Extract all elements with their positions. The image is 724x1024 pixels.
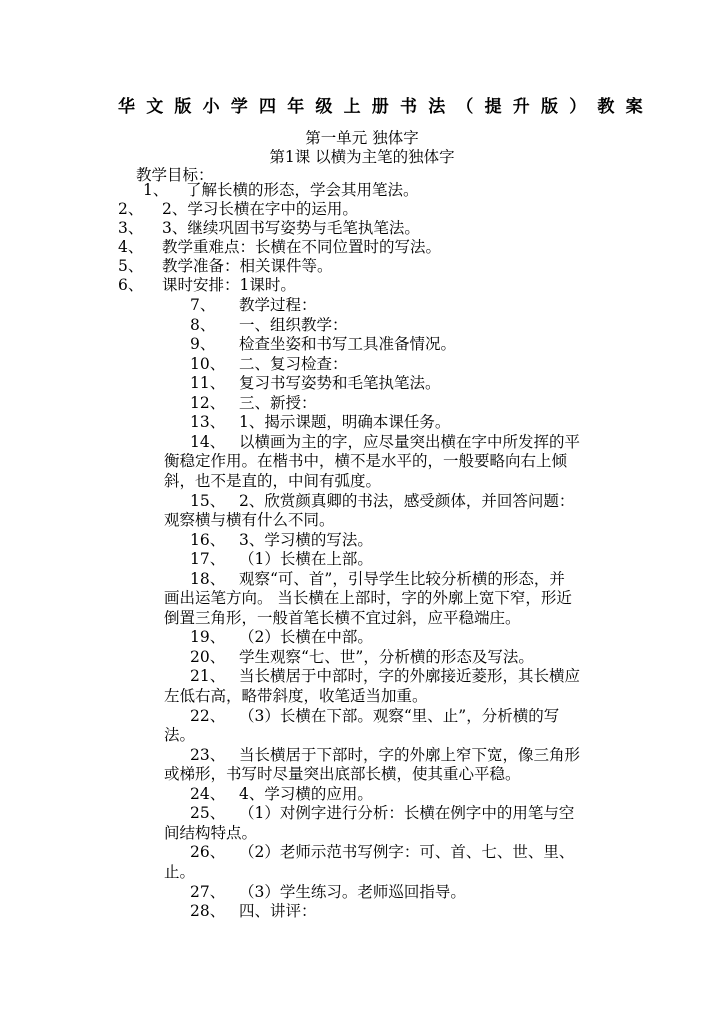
list-item-number: 14、 [190, 432, 226, 451]
list-item-number: 17、 [190, 550, 226, 569]
list-item-number: 2、 [118, 200, 144, 218]
list-item-number: 5、 [118, 257, 144, 275]
goals-heading: 教学目标： [136, 166, 214, 184]
list-item-number: 12、 [190, 393, 226, 412]
list-item-continuation: 斜，也不是直的，中间有弧度。 [164, 471, 382, 490]
list-item-text: 以横画为主的字，应尽量突出横在字中所发挥的平 [239, 432, 581, 451]
list-item-number: 3、 [118, 219, 144, 237]
list-item-continuation: 观察横与横有什么不同。 [164, 511, 335, 530]
list-item-number: 27、 [190, 882, 226, 901]
list-item-number: 13、 [190, 413, 226, 432]
unit-heading: 第一单元 独体字 [305, 129, 419, 147]
list-item-continuation: 止。 [164, 862, 196, 881]
list-item-text: 了解长横的形态，学会其用笔法。 [186, 181, 419, 199]
list-item-number: 20、 [190, 647, 226, 666]
list-item-text: 当长横居于下部时，字的外廓上窄下宽，像三角形 [239, 745, 581, 764]
list-item-number: 28、 [190, 902, 226, 921]
list-item-number: 11、 [190, 374, 226, 393]
list-item-number: 7、 [190, 296, 216, 314]
list-item-text: 2、欣赏颜真卿的书法，感受颜体，并回答问题： [239, 491, 575, 510]
list-item-text: 观察“可、首”，引导学生比较分析横的形态，并 [239, 569, 565, 588]
list-item-text: 复习书写姿势和毛笔执笔法。 [239, 374, 441, 393]
list-item-number: 9、 [190, 335, 216, 354]
document-title: 华文版小学四年级上册书法（提升版）教案 [118, 97, 654, 117]
list-item-text: （1）对例字进行分析：长横在例字中的用笔与空 [239, 804, 575, 823]
list-item-number: 8、 [190, 315, 216, 334]
list-item-number: 15、 [190, 491, 226, 510]
list-item-text: 教学过程： [239, 296, 317, 314]
list-item-number: 26、 [190, 843, 226, 862]
list-item-text: 课时安排：1课时。 [162, 276, 296, 294]
list-item-continuation: 法。 [164, 726, 196, 745]
list-item-number: 6、 [118, 276, 144, 294]
list-item-continuation: 倒置三角形，一般首笔长横不宜过斜，应平稳端庄。 [164, 608, 521, 627]
list-item-number: 18、 [190, 569, 226, 588]
list-item-continuation: 画出运笔方向。 当长横在上部时，字的外廓上宽下窄，形近 [164, 589, 572, 608]
list-item-number: 22、 [190, 706, 226, 725]
list-item-text: 检查坐姿和书写工具准备情况。 [239, 335, 457, 354]
list-item-continuation: 左低右高，略带斜度，收笔适当加重。 [164, 687, 428, 705]
list-item-number: 21、 [190, 667, 226, 686]
list-item-text: 四、讲评： [239, 902, 317, 921]
list-item-text: 二、复习检查： [239, 354, 348, 373]
list-item-number: 19、 [190, 628, 226, 647]
list-item-text: （2）老师示范书写例字：可、首、七、世、里、 [239, 843, 575, 862]
list-item-number: 10、 [190, 354, 226, 373]
list-item-text: （3）长横在下部。观察“里、止”，分析横的写 [239, 706, 560, 725]
list-item-continuation: 衡稳定作用。在楷书中，横不是水平的，一般要略向右上倾 [164, 452, 568, 471]
list-item-text: 3、继续巩固书写姿势与毛笔执笔法。 [162, 219, 420, 237]
list-item-text: 学生观察“七、世”，分析横的形态及写法。 [239, 647, 534, 666]
list-item-text: 2、学习长横在字中的运用。 [162, 200, 358, 218]
list-item-text: 当长横居于中部时，字的外廓接近菱形，其长横应 [239, 667, 581, 686]
list-item-text: 三、新授： [239, 393, 317, 412]
list-item-number: 24、 [190, 784, 226, 803]
list-item-text: （1）长横在上部。 [239, 550, 373, 569]
list-item-text: 4、学习横的应用。 [239, 784, 373, 803]
list-item-text: 1、揭示课题，明确本课任务。 [239, 413, 451, 432]
list-item-number: 1、 [143, 181, 169, 199]
list-item-text: （2）长横在中部。 [239, 628, 373, 647]
list-item-text: 3、学习横的写法。 [239, 530, 373, 549]
list-item-text: 教学准备：相关课件等。 [162, 257, 333, 275]
list-item-number: 16、 [190, 530, 226, 549]
list-item-number: 23、 [190, 745, 226, 764]
list-item-text: （3）学生练习。老师巡回指导。 [239, 882, 466, 901]
list-item-text: 一、组织教学： [239, 315, 348, 334]
list-item-continuation: 间结构特点。 [164, 823, 258, 842]
list-item-number: 4、 [118, 238, 144, 256]
list-item-text: 教学重难点：长横在不同位置时的写法。 [162, 238, 442, 256]
list-item-continuation: 或梯形，书写时尽量突出底部长横，使其重心平稳。 [164, 765, 521, 784]
lesson-heading: 第1课 以横为主笔的独体字 [269, 148, 455, 166]
list-item-number: 25、 [190, 804, 226, 823]
